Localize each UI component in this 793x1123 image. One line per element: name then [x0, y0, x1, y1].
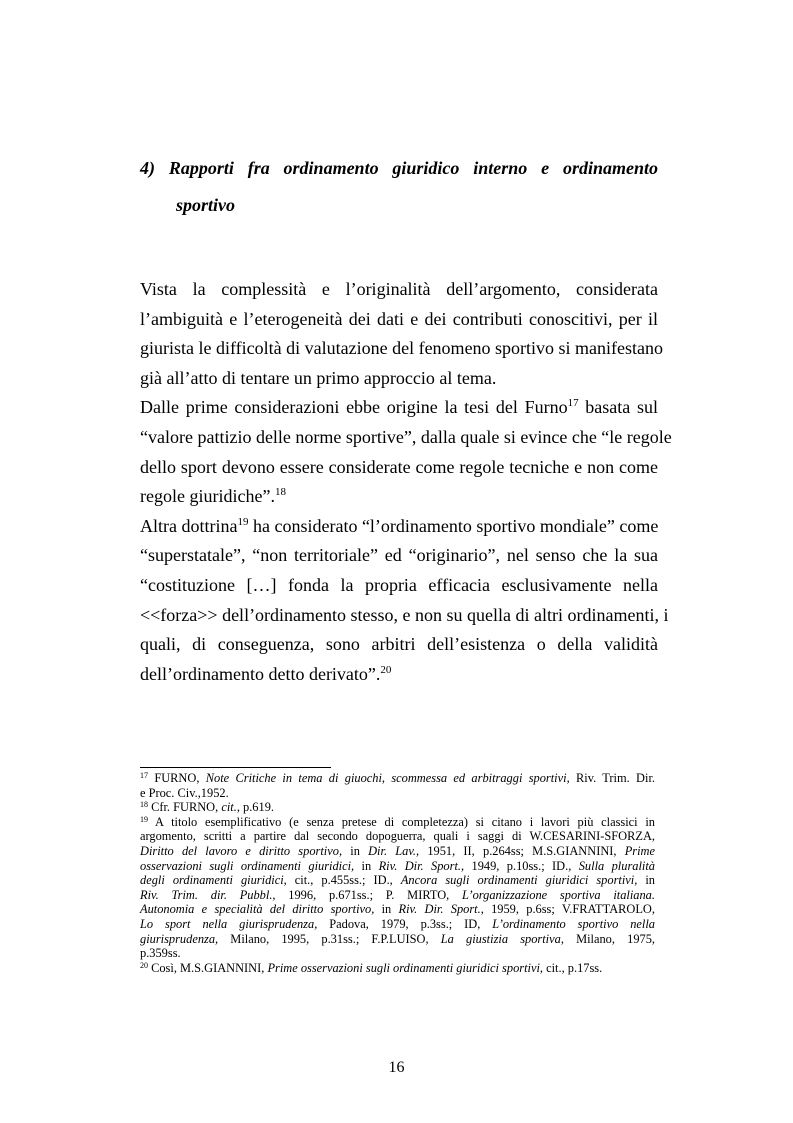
footnote-19: $^{19}$ A titolo esemplificativo (e senza pretese di completezza) si citano i lavori più classici in [140, 814, 655, 829]
footnote-line: Autonomia e specialità del diritto sportivo, in Riv. Dir. Sport., 1959, p.6ss; V.FRATTAROLO, [140, 902, 655, 917]
heading-line-1: 4) Rapporti fra ordinamento giuridico interno e ordinamento [140, 158, 658, 178]
footnote-ref-18[interactable]: 18 [274, 486, 286, 499]
body-line: dello sport devono essere considerate come regole tecniche e non come [140, 456, 658, 477]
footnote-line: Riv. Trim. dir. Pubbl., 1996, p.671ss.; P. MIRTO, L’organizzazione sportiva italiana. [140, 887, 655, 902]
body-line: già all’atto di tentare un primo approccio al tema. [140, 367, 497, 388]
body-line: dell’ordinamento detto derivato”.$^{20}$ [140, 663, 392, 684]
body-line: “valore pattizio delle norme sportive”, dalla quale si evince che “le regole [140, 426, 672, 447]
footnote-line: Lo sport nella giurisprudenza, Padova, 1979, p.3ss.; ID, L’ordinamento sportivo nella [140, 916, 655, 931]
body-line: l’ambiguità e l’eterogeneità dei dati e dei contributi conoscitivi, per il [140, 308, 658, 329]
footnote-line: giurisprudenza, Milano, 1995, p.31ss.; F.P.LUISO, La giustizia sportiva, Milano, 1975, [140, 931, 655, 946]
body-line: Vista la complessità e l’originalità dell’argomento, considerata [140, 279, 658, 299]
section-heading [140, 150, 658, 224]
footnote-line: Diritto del lavoro e diritto sportivo, in Dir. Lav., 1951, II, p.264ss; M.S.GIANNINI, Prime [140, 843, 655, 858]
body-line: quali, di conseguenza, sono arbitri dell’esistenza o della validità [140, 634, 658, 655]
body-line: “superstatale”, “non territoriale” ed “originario”, nel senso che la sua [140, 545, 658, 566]
body-line: Altra dottrina$^{19}$ ha considerato “l’ordinamento sportivo mondiale” come [140, 515, 659, 536]
heading-line-2: sportivo [176, 195, 236, 215]
footnote-20: $^{20}$ Così, M.S.GIANNINI, Prime osservazioni sugli ordinamenti giuridici sportivi, cit., p.17ss. [140, 960, 603, 975]
page-number: 16 [388, 1059, 405, 1076]
footnote-line: degli ordinamenti giuridici, cit., p.455ss.; ID., Ancora sugli ordinamenti giuridici sportivi, in [140, 873, 655, 888]
body-text [140, 275, 672, 689]
footnote-ref-19[interactable]: 19 [237, 515, 249, 528]
body-line: regole giuridiche”.$^{18}$ [140, 486, 286, 507]
body-line: <<forza>> dell’ordinamento stesso, e non su quella di altri ordinamenti, i [140, 604, 669, 625]
footnotes [140, 771, 655, 975]
footnote-line: p.359ss. [140, 946, 181, 961]
footnote-ref-17[interactable]: 17 [567, 397, 579, 410]
footnote-line: osservazioni sugli ordinamenti giuridici, in Riv. Dir. Sport., 1949, p.10ss.; ID., Sulla pluralità [140, 858, 655, 873]
footnote-17: $^{17}$ FURNO, Note Critiche in tema di giuochi, scommessa ed arbitraggi sportivi, Riv. Trim. Dir. [140, 771, 655, 785]
footnote-18: $^{18}$ Cfr. FURNO, cit., p.619. [140, 800, 274, 815]
footnote-separator [140, 767, 331, 768]
footnote-ref-20[interactable]: 20 [380, 663, 392, 676]
footnote-line: argomento, scritti a partire dal secondo dopoguerra, quali i saggi di W.CESARINI-SFORZA, [140, 829, 655, 844]
body-line: giurista le difficoltà di valutazione del fenomeno sportivo si manifestano [140, 338, 664, 359]
body-line: “costituzione […] fonda la propria efficacia esclusivamente nella [140, 574, 658, 595]
footnote-line: e Proc. Civ.,1952. [140, 785, 229, 800]
body-line: Dalle prime considerazioni ebbe origine la tesi del Furno$^{17}$ basata sul [140, 397, 659, 418]
